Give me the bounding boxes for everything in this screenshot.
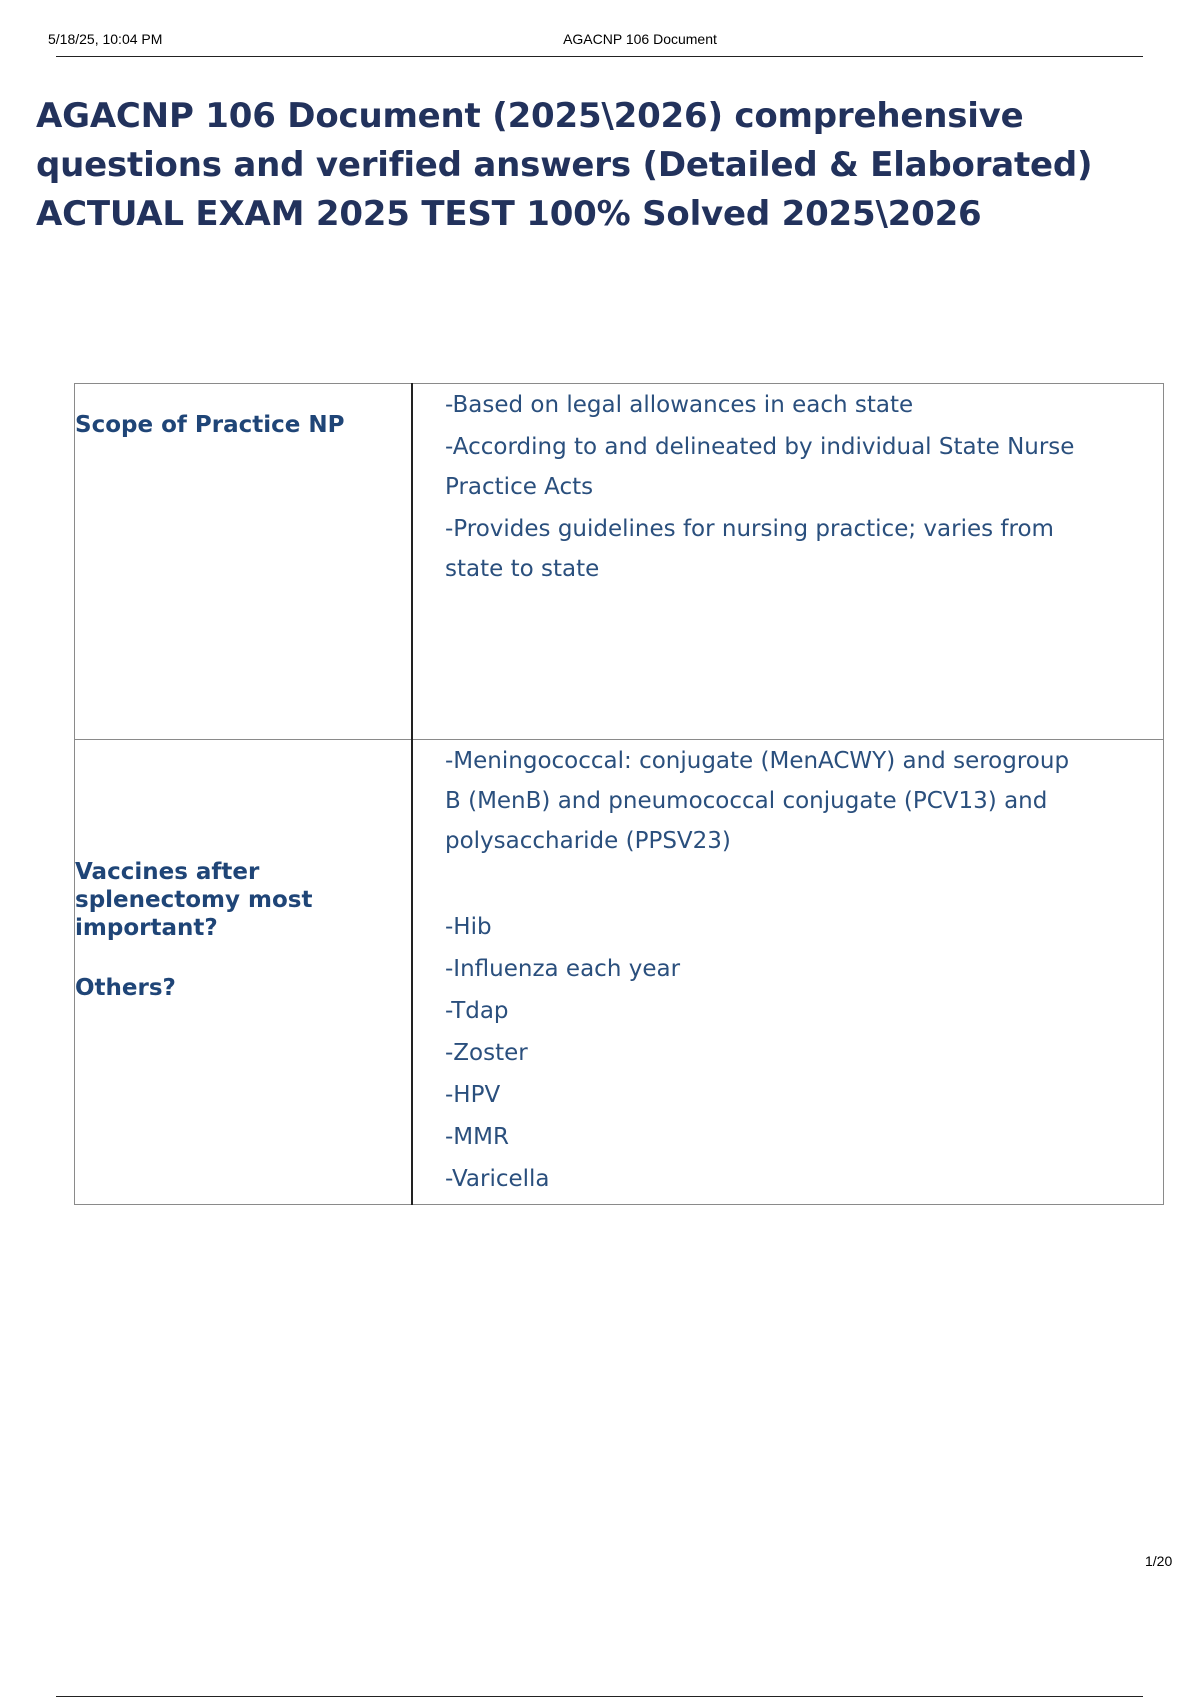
print-document-title: AGACNP 106 Document (563, 31, 717, 47)
question-cell (75, 740, 413, 1205)
question-text: Vaccines after splenectomy most important? (75, 859, 313, 941)
table-row (75, 384, 1164, 740)
answer-list (445, 740, 1163, 1199)
answer-spacer (445, 863, 1163, 907)
document-title: AGACNP 106 Document (2025\2026) comprehensive questions and verified answers (Detailed & Elaborated) ACTUAL EXAM 2025 TEST 100% Solved 2025\2026 (36, 96, 1093, 234)
answer-item: -Influenza each year (445, 956, 681, 982)
question-extra-text: Others? (75, 975, 176, 1001)
header-divider (56, 56, 1143, 57)
answer-cell (412, 384, 1164, 740)
page-number: 1/20 (1145, 1553, 1173, 1569)
question-text: Scope of Practice NP (75, 412, 345, 438)
answer-item: -Provides guidelines for nursing practice; varies from state to state (445, 516, 1054, 582)
answer-item: -Tdap (445, 998, 509, 1024)
question-wrap (75, 740, 411, 1002)
answer-item: -Meningococcal: conjugate (MenACWY) and serogroup B (MenB) and pneumococcal conjugate (PCV13) and polysaccharide (PPSV23) (445, 748, 1070, 854)
answer-item: -Zoster (445, 1040, 528, 1066)
answer-item: -Based on legal allowances in each state (445, 392, 914, 418)
answer-item: -HPV (445, 1082, 501, 1108)
answer-item: -MMR (445, 1124, 509, 1150)
answer-list (445, 384, 1163, 589)
answer-item: -According to and delineated by individual State Nurse Practice Acts (445, 434, 1075, 500)
answer-cell (412, 740, 1164, 1205)
answer-item: -Hib (445, 914, 492, 940)
footer-divider (56, 1696, 1143, 1697)
answer-item: -Varicella (445, 1166, 550, 1192)
print-date: 5/18/25, 10:04 PM (48, 31, 163, 47)
table-row (75, 740, 1164, 1205)
print-header (0, 0, 1200, 60)
question-cell (75, 384, 413, 740)
qa-table (74, 383, 1164, 1205)
